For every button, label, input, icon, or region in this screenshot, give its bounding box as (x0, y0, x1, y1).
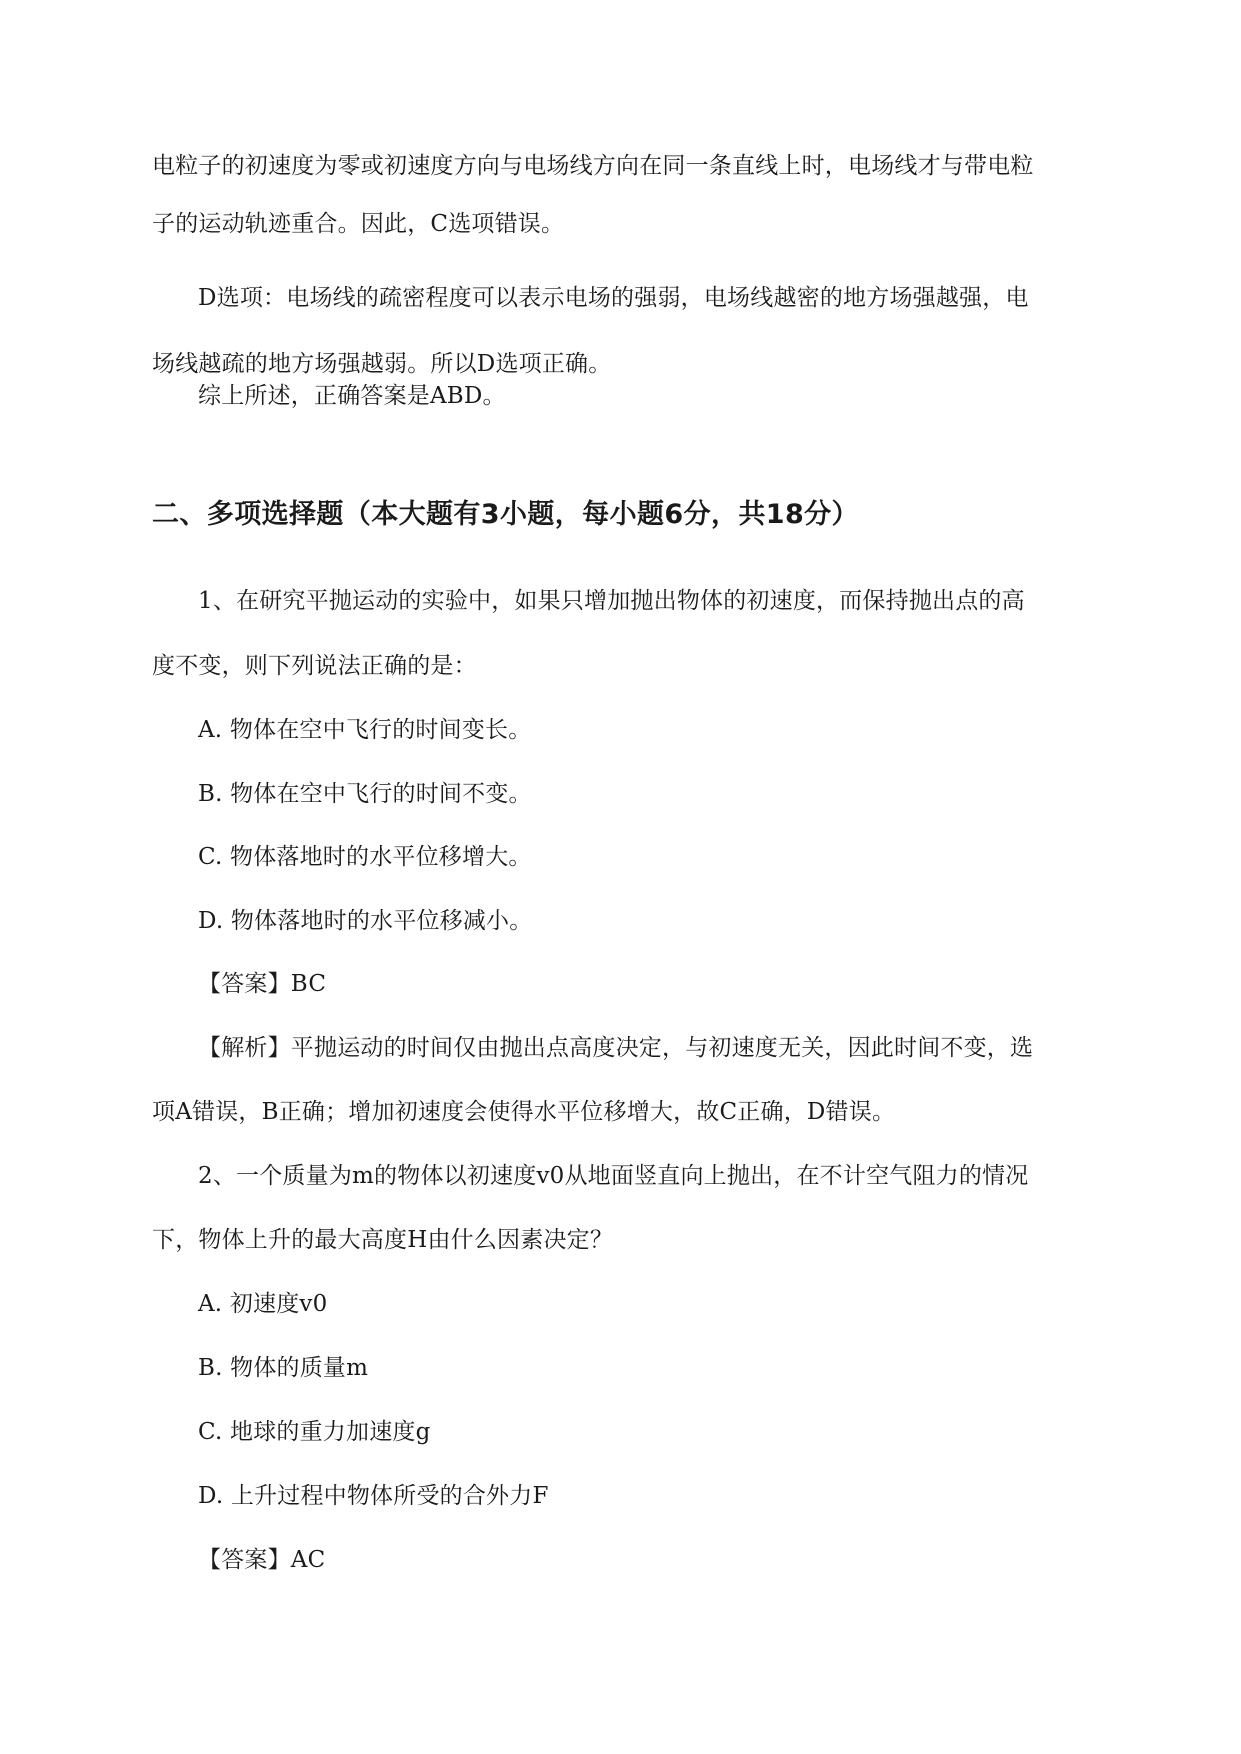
option-b: B. 物体在空中飞行的时间不变。 (198, 781, 532, 807)
paragraph-line: 综上所述，正确答案是ABD。 (198, 383, 506, 409)
question-line: 1、在研究平抛运动的实验中，如果只增加抛出物体的初速度，而保持抛出点的高 (198, 588, 1025, 614)
explanation-line: 【解析】平抛运动的时间仅由抛出点高度决定，与初速度无关，因此时间不变，选 (198, 1035, 1034, 1061)
explanation-line: 项A错误，B正确；增加初速度会使得水平位移增大，故C正确，D错误。 (152, 1099, 896, 1125)
answer-line: 【答案】BC (198, 971, 327, 997)
paragraph-line: 子的运动轨迹重合。因此，C选项错误。 (152, 211, 565, 237)
option-b: B. 物体的质量m (198, 1355, 369, 1381)
section-heading: 二、多项选择题（本大题有3小题，每小题6分，共18分） (152, 499, 859, 530)
option-c: C. 地球的重力加速度g (198, 1419, 431, 1445)
question-line: 下，物体上升的最大高度H由什么因素决定？ (152, 1227, 614, 1253)
option-a: A. 物体在空中飞行的时间变长。 (198, 717, 532, 743)
paragraph-line: 电粒子的初速度为零或初速度方向与电场线方向在同一条直线上时，电场线才与带电粒 (152, 153, 1034, 179)
paragraph-line: D选项：电场线的疏密程度可以表示电场的强弱，电场线越密的地方场强越强，电 (198, 285, 1029, 311)
question-line: 度不变，则下列说法正确的是： (152, 653, 477, 679)
option-a: A. 初速度v0 (198, 1291, 328, 1317)
option-d: D. 物体落地时的水平位移减小。 (198, 908, 533, 934)
paragraph-line: 场线越疏的地方场强越弱。所以D选项正确。 (152, 351, 612, 377)
answer-line: 【答案】AC (198, 1547, 326, 1573)
option-c: C. 物体落地时的水平位移增大。 (198, 844, 532, 870)
option-d: D. 上升过程中物体所受的合外力F (198, 1483, 549, 1509)
question-line: 2、一个质量为m的物体以初速度v0从地面竖直向上抛出，在不计空气阻力的情况 (198, 1163, 1029, 1189)
